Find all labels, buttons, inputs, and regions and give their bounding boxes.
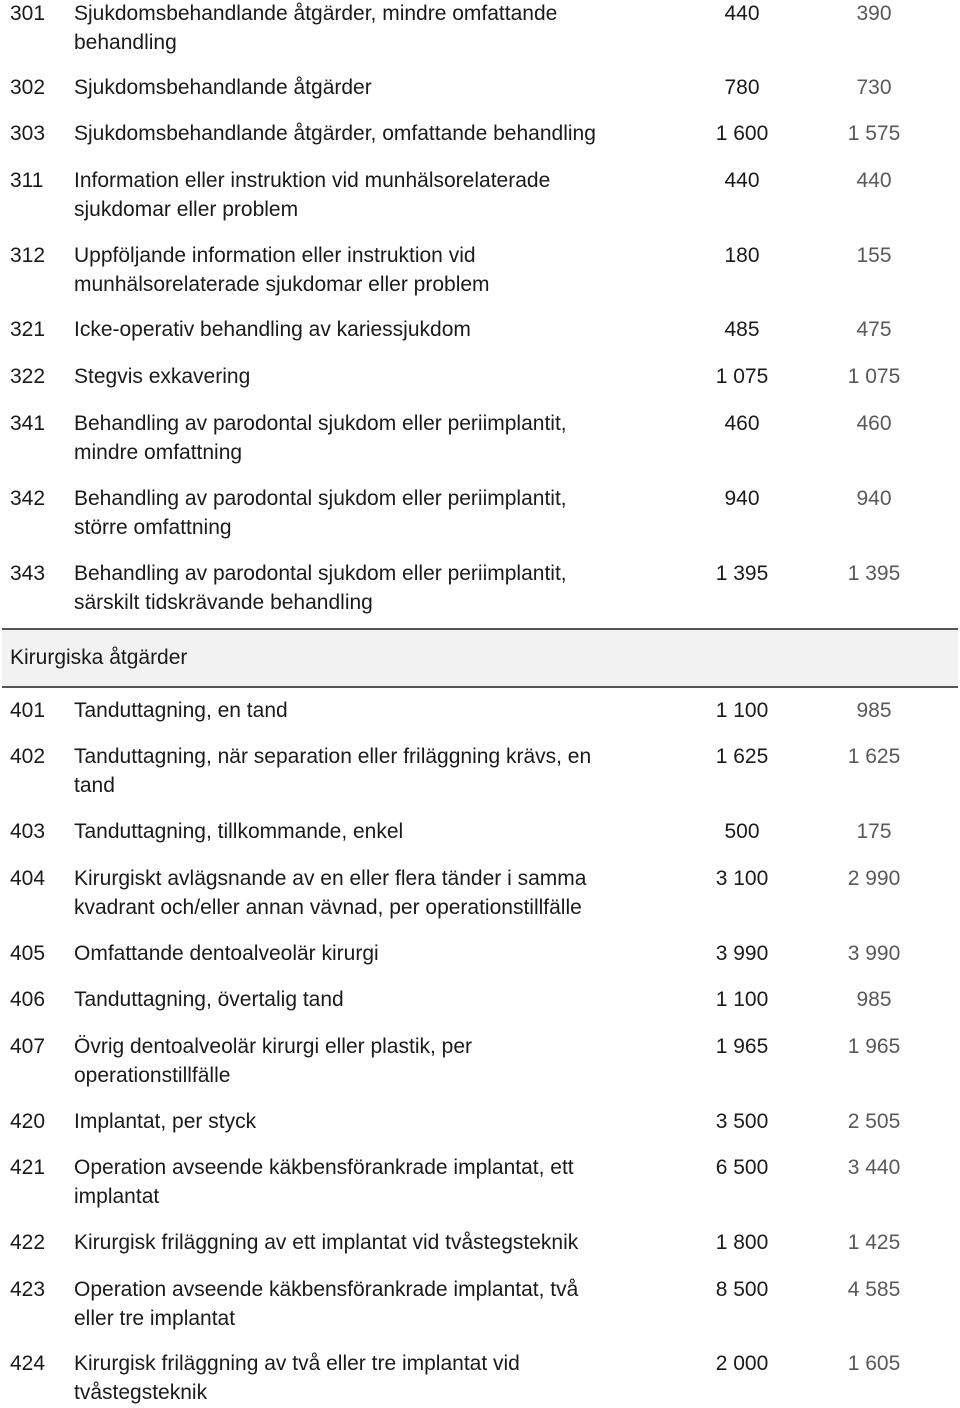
row-code: 311	[10, 169, 44, 192]
row-price-primary: 2 000	[715, 1352, 769, 1375]
row-price-primary: 500	[724, 820, 760, 843]
row-price-primary: 460	[724, 412, 760, 435]
row-description	[74, 410, 674, 467]
row-code: 342	[10, 487, 46, 510]
row-price-secondary: 940	[856, 487, 892, 510]
row-price-primary: 6 500	[715, 1156, 769, 1179]
description-line: Sjukdomsbehandlande åtgärder, omfattande behandling	[74, 122, 596, 145]
row-code: 321	[10, 318, 46, 341]
row-code: 404	[10, 867, 46, 890]
row-price-primary: 3 100	[715, 867, 769, 890]
row-description	[74, 818, 674, 847]
row-code: 421	[10, 1156, 46, 1179]
row-price-secondary: 1 625	[847, 745, 901, 768]
row-price-primary: 8 500	[715, 1278, 769, 1301]
row-description	[74, 743, 674, 800]
row-price-secondary: 475	[856, 318, 892, 341]
row-price-primary: 1 100	[715, 699, 769, 722]
description-line: kvadrant och/eller annan vävnad, per operationstillfälle	[74, 895, 582, 919]
description-line: tand	[74, 773, 115, 797]
row-description	[74, 316, 674, 345]
description-line: Omfattande dentoalveolär kirurgi	[74, 942, 379, 965]
description-line: Sjukdomsbehandlande åtgärder, mindre omfattande	[74, 2, 558, 25]
row-price-secondary: 1 075	[847, 365, 901, 388]
row-description	[74, 1350, 674, 1407]
row-price-secondary: 985	[856, 988, 892, 1011]
row-price-primary: 485	[724, 318, 760, 341]
row-price-secondary: 730	[856, 76, 892, 99]
row-description	[74, 120, 674, 149]
description-line: Uppföljande information eller instruktion vid	[74, 244, 476, 267]
row-code: 302	[10, 76, 46, 99]
row-description	[74, 363, 674, 392]
row-price-primary: 1 100	[715, 988, 769, 1011]
row-code: 406	[10, 988, 46, 1011]
description-line: Behandling av parodontal sjukdom eller periimplantit,	[74, 412, 567, 435]
description-line: större omfattning	[74, 515, 232, 539]
row-code: 322	[10, 365, 46, 388]
row-price-primary: 1 800	[715, 1231, 769, 1254]
row-price-primary: 780	[724, 76, 760, 99]
row-price-primary: 1 075	[715, 365, 769, 388]
row-description	[74, 865, 674, 922]
description-line: implantat	[74, 1184, 160, 1208]
row-description	[74, 0, 674, 57]
row-price-primary: 940	[724, 487, 760, 510]
row-price-secondary: 1 395	[847, 562, 901, 585]
description-line: Operation avseende käkbensförankrade implantat, ett	[74, 1156, 574, 1179]
row-price-primary: 440	[724, 169, 760, 192]
section-header	[2, 628, 958, 688]
row-code: 405	[10, 942, 46, 965]
description-line: operationstillfälle	[74, 1063, 231, 1087]
description-line: Implantat, per styck	[74, 1110, 257, 1133]
row-code: 424	[10, 1352, 46, 1375]
row-price-secondary: 1 425	[847, 1231, 901, 1254]
row-code: 403	[10, 820, 46, 843]
row-description	[74, 986, 674, 1015]
description-line: Tanduttagning, tillkommande, enkel	[74, 820, 404, 843]
row-description	[74, 167, 674, 224]
row-price-secondary: 3 440	[847, 1156, 901, 1179]
row-price-secondary: 2 990	[847, 867, 901, 890]
row-description	[74, 74, 674, 103]
row-price-primary: 3 990	[715, 942, 769, 965]
description-line: Tanduttagning, övertalig tand	[74, 988, 344, 1011]
row-price-primary: 3 500	[715, 1110, 769, 1133]
row-description	[74, 1033, 674, 1090]
row-price-primary: 180	[724, 244, 760, 267]
row-description	[74, 1108, 674, 1137]
section-title: Kirurgiska åtgärder	[10, 646, 188, 669]
row-price-secondary: 2 505	[847, 1110, 901, 1133]
row-price-secondary: 155	[856, 244, 892, 267]
row-price-primary: 1 600	[715, 122, 769, 145]
row-price-secondary: 1 605	[847, 1352, 901, 1375]
row-code: 401	[10, 699, 46, 722]
row-description	[74, 1229, 674, 1258]
description-line: Kirurgisk friläggning av två eller tre implantat vid	[74, 1352, 520, 1375]
description-line: mindre omfattning	[74, 440, 243, 464]
row-price-secondary: 1 965	[847, 1035, 901, 1058]
description-line: eller tre implantat	[74, 1306, 236, 1330]
row-code: 301	[10, 2, 46, 25]
row-price-primary: 1 395	[715, 562, 769, 585]
row-code: 343	[10, 562, 46, 585]
description-line: Kirurgiskt avlägsnande av en eller flera tänder i samma	[74, 867, 587, 890]
row-price-secondary: 390	[856, 2, 892, 25]
row-description	[74, 697, 674, 726]
row-price-secondary: 460	[856, 412, 892, 435]
row-price-primary: 1 625	[715, 745, 769, 768]
description-line: Behandling av parodontal sjukdom eller periimplantit,	[74, 562, 567, 585]
row-code: 423	[10, 1278, 46, 1301]
description-line: särskilt tidskrävande behandling	[74, 590, 373, 614]
row-code: 312	[10, 244, 46, 267]
description-line: Information eller instruktion vid munhälsorelaterade	[74, 169, 551, 192]
description-line: Tanduttagning, en tand	[74, 699, 288, 722]
row-description	[74, 1276, 674, 1333]
row-code: 303	[10, 122, 46, 145]
description-line: Behandling av parodontal sjukdom eller periimplantit,	[74, 487, 567, 510]
row-price-secondary: 985	[856, 699, 892, 722]
description-line: Sjukdomsbehandlande åtgärder	[74, 76, 372, 99]
description-line: sjukdomar eller problem	[74, 197, 299, 221]
row-code: 422	[10, 1231, 46, 1254]
row-price-secondary: 3 990	[847, 942, 901, 965]
row-description	[74, 242, 674, 299]
row-description	[74, 560, 674, 617]
row-price-primary: 440	[724, 2, 760, 25]
row-code: 407	[10, 1035, 46, 1058]
row-description	[74, 485, 674, 542]
description-line: Kirurgisk friläggning av ett implantat vid tvåstegsteknik	[74, 1231, 579, 1254]
description-line: munhälsorelaterade sjukdomar eller problem	[74, 272, 490, 296]
description-line: Tanduttagning, när separation eller friläggning krävs, en	[74, 745, 592, 768]
row-price-secondary: 175	[856, 820, 892, 843]
row-description	[74, 940, 674, 969]
row-price-primary: 1 965	[715, 1035, 769, 1058]
description-line: tvåstegsteknik	[74, 1380, 208, 1404]
row-code: 402	[10, 745, 46, 768]
description-line: behandling	[74, 30, 177, 54]
row-code: 420	[10, 1110, 46, 1133]
description-line: Stegvis exkavering	[74, 365, 251, 388]
row-price-secondary: 4 585	[847, 1278, 901, 1301]
row-code: 341	[10, 412, 46, 435]
row-price-secondary: 1 575	[847, 122, 901, 145]
row-price-secondary: 440	[856, 169, 892, 192]
description-line: Operation avseende käkbensförankrade implantat, två	[74, 1278, 579, 1301]
description-line: Övrig dentoalveolär kirurgi eller plastik, per	[74, 1035, 473, 1058]
row-description	[74, 1154, 674, 1211]
description-line: Icke-operativ behandling av kariessjukdom	[74, 318, 471, 341]
